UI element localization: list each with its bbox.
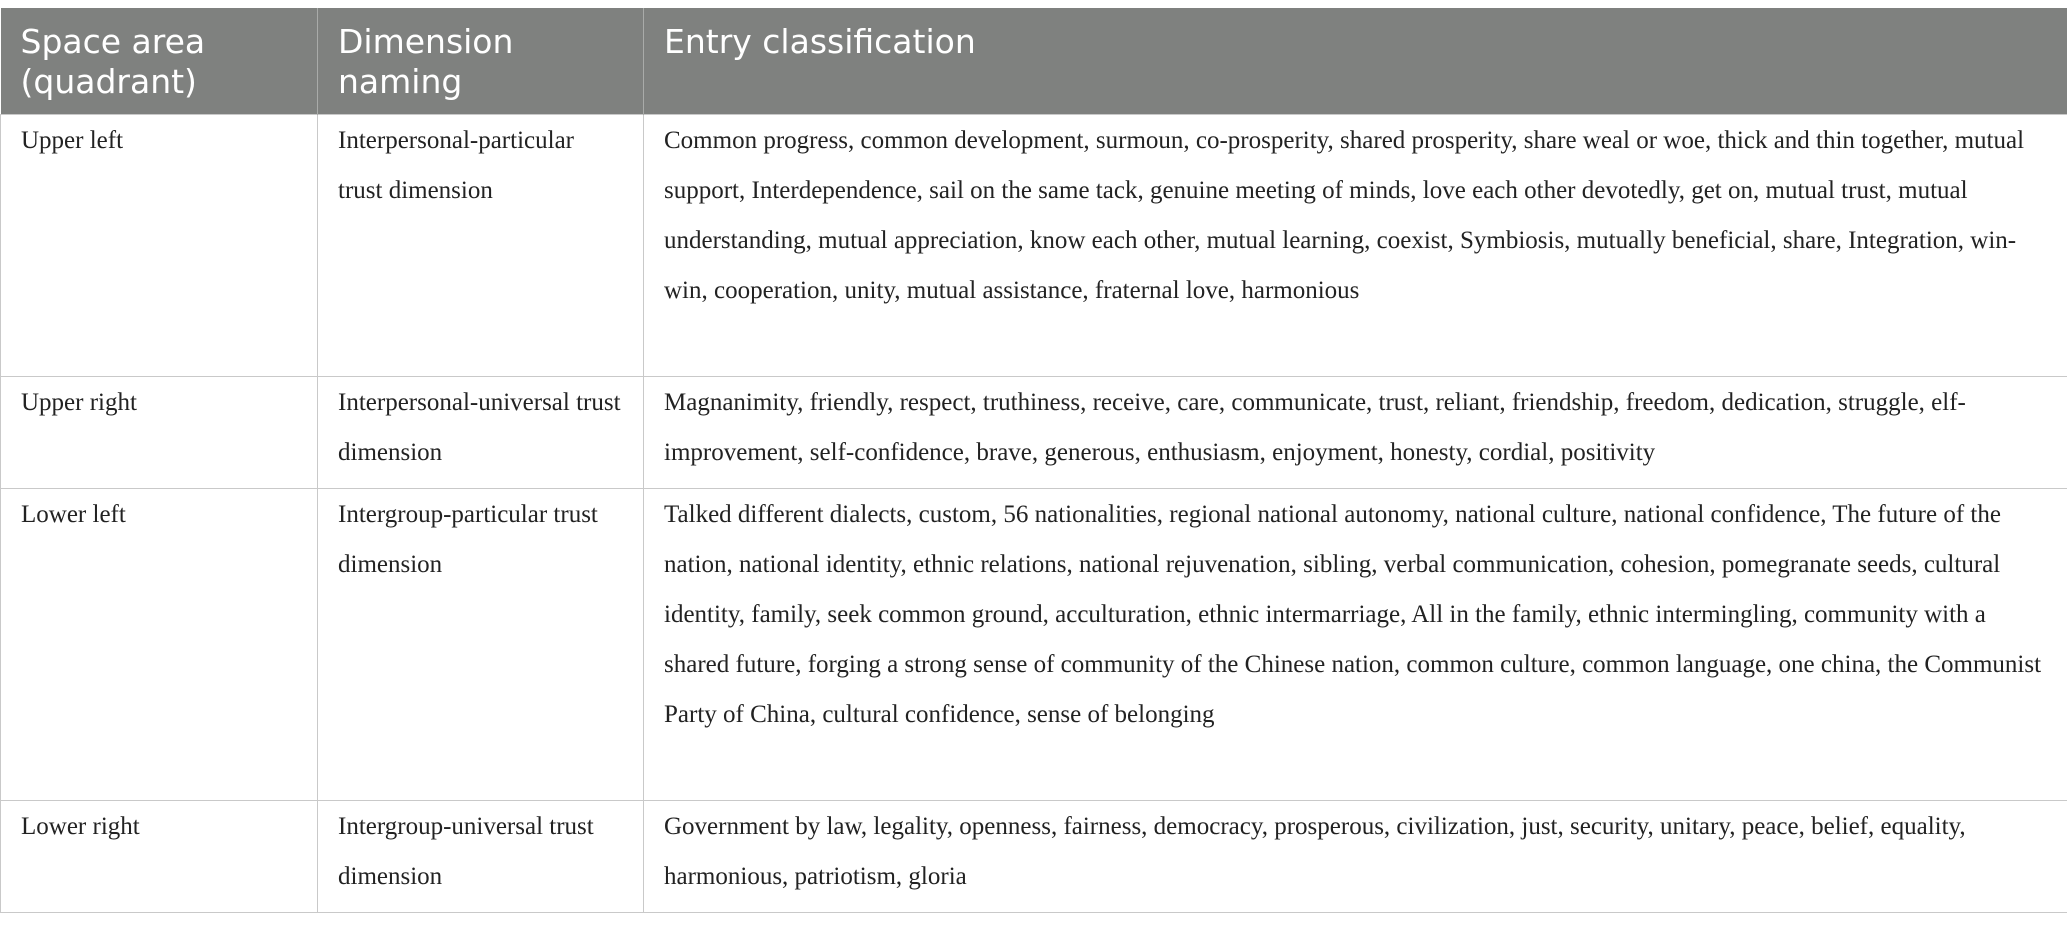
cell-entries: Government by law, legality, openness, fairness, democracy, prosperous, civilization, just, security, unitary, peace, belief, equality, harmonious, patriotism, gloria	[644, 801, 2067, 913]
table-row-lower-left	[1, 489, 2067, 801]
cell-entries: Magnanimity, friendly, respect, truthiness, receive, care, communicate, trust, reliant, friendship, freedom, dedication, struggle, elf-improvement, self-confidence, brave, generous, enthusiasm, enjoyment, honesty, cordial, positivity	[644, 377, 2067, 489]
classification-table-container	[0, 8, 2067, 913]
table-body	[1, 115, 2067, 913]
cell-dimension: Intergroup-universal trust dimension	[318, 801, 644, 913]
cell-quadrant: Upper left	[1, 115, 318, 377]
cell-dimension: Intergroup-particular trust dimension	[318, 489, 644, 801]
table-row-upper-right	[1, 377, 2067, 489]
header-row	[1, 8, 2067, 115]
header-space-area: Space area (quadrant)	[20, 22, 206, 101]
cell-quadrant: Upper right	[1, 377, 318, 489]
cell-quadrant: Lower right	[1, 801, 318, 913]
table-header	[1, 8, 2067, 115]
table-row-lower-right	[1, 801, 2067, 913]
header-entry-classification: Entry classification	[644, 8, 2067, 115]
table-row-upper-left	[1, 115, 2067, 377]
cell-entries: Common progress, common development, surmoun, co-prosperity, shared prosperity, share weal or woe, thick and thin together, mutual support, Interdependence, sail on the same tack, genuine meeting of minds, love each other devotedly, get on, mutual trust, mutual understanding, mutual appreciation, know each other, mutual learning, coexist, Symbiosis, mutually beneficial, share, Integration, win-win, cooperation, unity, mutual assistance, fraternal love, harmonious	[644, 115, 2067, 377]
cell-dimension: Interpersonal-particular trust dimension	[318, 115, 644, 377]
cell-dimension: Interpersonal-universal trust dimension	[318, 377, 644, 489]
header-dimension-naming: Dimension naming	[318, 8, 644, 115]
cell-quadrant: Lower left	[1, 489, 318, 801]
classification-table	[0, 8, 2067, 913]
cell-entries: Talked different dialects, custom, 56 nationalities, regional national autonomy, national culture, national confidence, The future of the nation, national identity, ethnic relations, national rejuvenation, sibling, verbal communication, cohesion, pomegranate seeds, cultural identity, family, seek common ground, acculturation, ethnic intermarriage, All in the family, ethnic intermingling, community with a shared future, forging a strong sense of community of the Chinese nation, common culture, common language, one china, the Communist Party of China, cultural confidence, sense of belonging	[644, 489, 2067, 801]
